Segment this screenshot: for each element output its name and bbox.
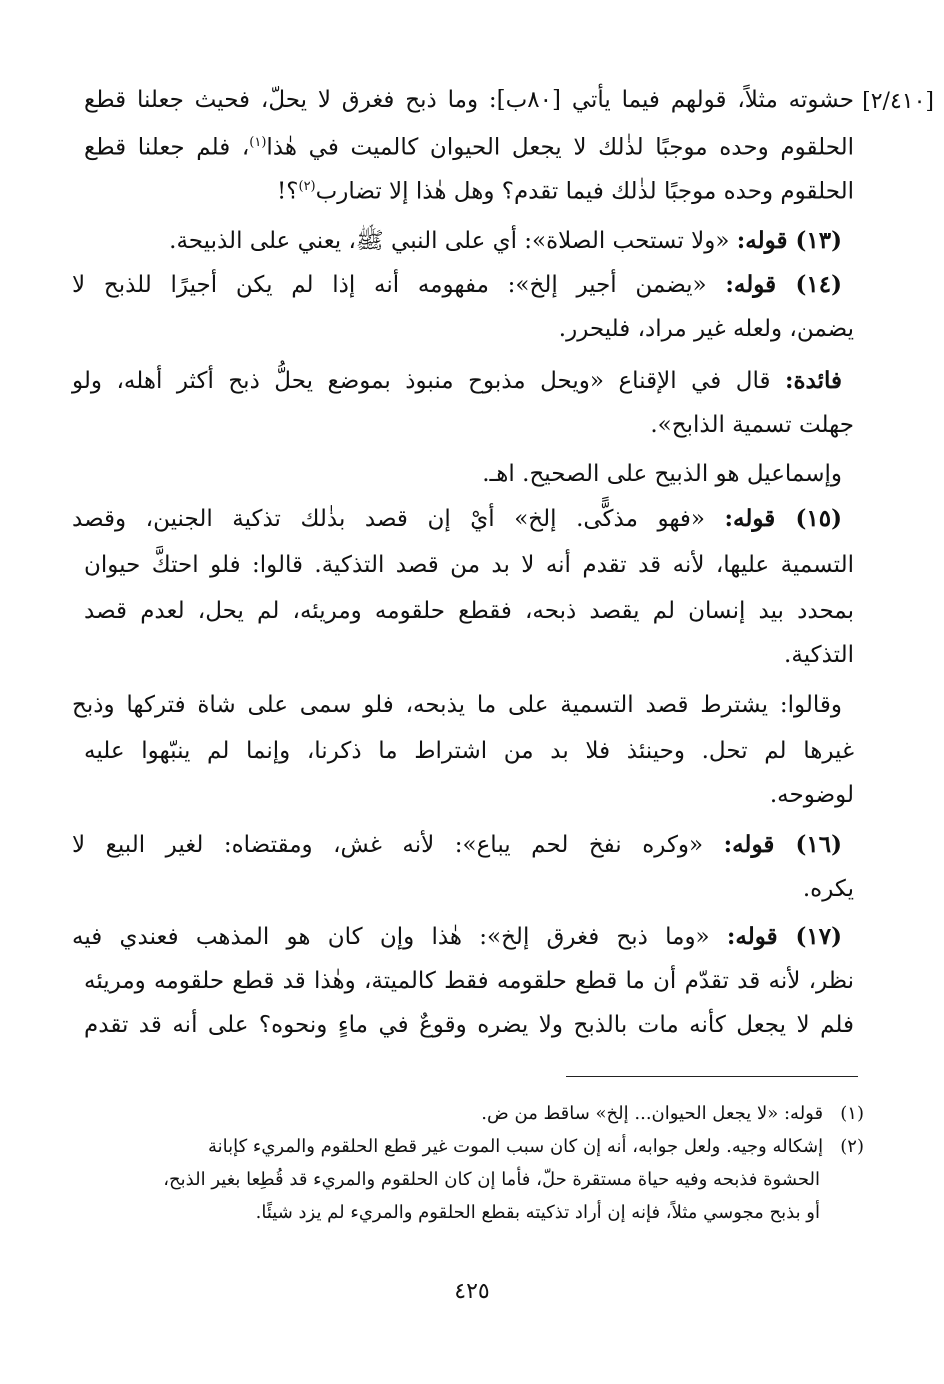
footnote-number: (٢) bbox=[840, 1136, 864, 1157]
text-line bbox=[72, 830, 854, 860]
text-line bbox=[72, 270, 854, 300]
text-line bbox=[84, 640, 854, 670]
item-label: (١٥) قوله: bbox=[724, 505, 842, 532]
text-line bbox=[84, 596, 854, 626]
line-text: بمحدد بيد إنسان لم يقصد ذبحه، فقطع حلقومه ومريئه، لم يحل، لعدم قصد bbox=[84, 598, 854, 624]
text-line bbox=[84, 172, 854, 207]
line-text: جهلت تسمية الذابح». bbox=[650, 412, 854, 438]
footnote-text: أو بذبح مجوسي مثلاً، فإنه إن أراد تذكيته بقطع الحلقوم والمريء لم يزد شيئًا. bbox=[255, 1202, 820, 1223]
line-text: الحلقوم وحده موجبًا لذٰلك فيما تقدم؟ وهل هٰذا إلا تضارب bbox=[315, 178, 854, 205]
footnote-2 bbox=[208, 1133, 864, 1161]
item-label: (١٣) قوله: bbox=[736, 227, 842, 254]
line-text: يضمن، ولعله غير مراد، فليحرر. bbox=[558, 316, 854, 342]
page-number: ٤٢٥ bbox=[454, 1279, 490, 1304]
line-text: فلم لا يجعل كأنه مات بالذبح ولا يضره وقوعٌ في ماءٍ ونحوه؟ على أنه قد تقدم bbox=[84, 1012, 854, 1038]
footnote-1 bbox=[481, 1100, 864, 1128]
line-text: وقالوا: يشترط قصد التسمية على ما يذبحه، فلو سمى على شاة فتركها وذبح bbox=[72, 692, 842, 718]
text-line bbox=[84, 410, 854, 440]
item-label: (١٤) قوله: bbox=[725, 271, 842, 298]
line-text: «فهو مذكًّى. إلخ» أيْ إن قصد بذٰلك تذكية الجنين، وقصد bbox=[72, 506, 705, 532]
line-text: ، فلم جعلنا قطع bbox=[84, 134, 250, 161]
line-text: «ولا تستحب الصلاة»: أي على النبي ﷺ، يعني على الذبيحة. bbox=[169, 228, 730, 254]
footnote-2-cont bbox=[256, 1199, 820, 1227]
text-line bbox=[84, 736, 854, 766]
text-line bbox=[72, 226, 854, 256]
line-text: وإسماعيل هو الذبيح على الصحيح. اهـ. bbox=[482, 461, 842, 487]
text-line bbox=[72, 922, 854, 952]
item-label: (١٦) قوله: bbox=[723, 831, 843, 858]
text-line bbox=[72, 690, 854, 720]
line-text: حشوته مثلاً، قولهم فيما يأتي [٨٠ب]: وما ذبح فغرق لا يحلّ، فحيث جعلنا قطع bbox=[84, 87, 854, 113]
line-text: قال في الإقناع «ويحل مذبوح منبوذ بموضع يحلُّ ذبح أكثر أهله، ولو bbox=[72, 368, 771, 394]
text-line bbox=[72, 366, 854, 396]
footnote-separator bbox=[566, 1076, 858, 1077]
line-text: التسمية عليها، لأنه قد تقدم أنه لا بد من قصد التذكية. قالوا: فلو احتكَّ حيوان bbox=[84, 552, 854, 578]
line-text: يكره. bbox=[802, 876, 854, 902]
text-line bbox=[84, 780, 854, 810]
item-label: (١٧) قوله: bbox=[726, 923, 842, 950]
text-line bbox=[84, 966, 854, 996]
text-line bbox=[84, 874, 854, 904]
footnote-2-cont bbox=[163, 1166, 820, 1194]
line-text: «يضمن أجير إلخ»: مفهومه أنه إذا لم يكن أجيرًا للذبح لا bbox=[72, 272, 707, 298]
item-label: فائدة: bbox=[784, 367, 843, 394]
footnote-number: (١) bbox=[840, 1103, 864, 1124]
line-text: الحلقوم وحده موجبًا لذٰلك لا يجعل الحيوان كالميت في هٰذا bbox=[266, 134, 854, 161]
text-line bbox=[72, 459, 854, 489]
text-line bbox=[84, 1010, 854, 1040]
text-line bbox=[84, 550, 854, 580]
footnote-text: قوله: «لا يجعل الحيوان... إلخ» ساقط من ض. bbox=[481, 1103, 824, 1124]
text-line bbox=[72, 504, 854, 534]
line-text: «وكره نفخ لحم يباع»: لأنه غش، ومقتضاه: لغير البيع لا bbox=[72, 832, 704, 858]
line-text: التذكية. bbox=[784, 642, 854, 668]
line-text: غيرها لم تحل. وحينئذ فلا بد من اشتراط ما ذكرنا، وإنما لم ينبّهوا عليه bbox=[84, 738, 854, 764]
text-line bbox=[84, 85, 854, 115]
line-text: نظر، لأنه قد تقدّم أن ما قطع حلقومه فقط كالميتة، وهٰذا قد قطع حلقومه ومريئه bbox=[84, 968, 854, 994]
footnote-marker: (٢) bbox=[298, 179, 316, 194]
footnote-text: إشكاله وجيه. ولعل جوابه، أنه إن كان سبب الموت غير قطع الحلقوم والمريء كإبانة bbox=[207, 1136, 824, 1157]
footnote-marker: (١) bbox=[249, 135, 267, 150]
text-line bbox=[84, 128, 854, 163]
line-text: لوضوحه. bbox=[769, 782, 854, 808]
line-text: ؟! bbox=[277, 178, 299, 205]
text-line bbox=[84, 314, 854, 344]
footnote-text: الحشوة فذبحه وفيه حياة مستقرة حلّ، فأما إن كان الحلقوم والمريء قد قُطِعا بغير الذبح، bbox=[163, 1169, 820, 1190]
line-text: «وما ذبح فغرق إلخ»: هٰذا وإن كان هو المذهب فعندي فيه bbox=[72, 924, 710, 950]
margin-reference: [٢/٤١٠] bbox=[862, 89, 934, 114]
